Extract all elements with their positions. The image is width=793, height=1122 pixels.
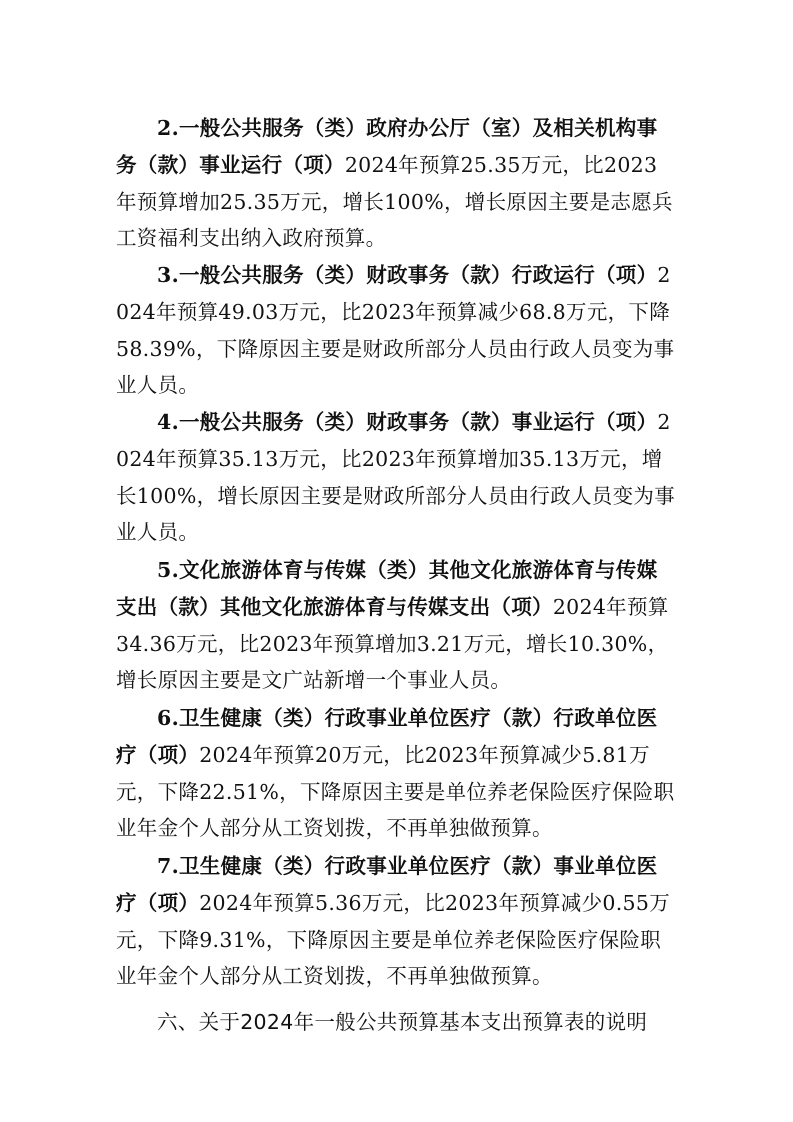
- paragraph-body: 2024年预算49.03万元，比2023年预算减少68.8万元，下降58.39%，下降原因主要是财政所部分人员由行政人员变为事业人员。: [116, 263, 675, 398]
- paragraph-item-7: [116, 848, 676, 995]
- paragraph-item-4: [116, 404, 676, 551]
- paragraph-item-2: [116, 110, 676, 257]
- paragraph-lead: 4.一般公共服务（类）财政事务（款）事业运行（项）: [157, 410, 658, 434]
- paragraph-body: 2024年预算34.36万元，比2023年预算增加3.21万元，增长10.30%，增长原因主要是文广站新增一个事业人员。: [116, 594, 669, 693]
- paragraph-lead: 2.一般公共服务（类）政府办公厅（室）及相关机构事务（款）事业运行（项）: [116, 116, 658, 177]
- paragraph-item-5: [116, 552, 676, 699]
- paragraph-item-3: [116, 257, 676, 404]
- paragraph-body: 2024年预算25.35万元，比2023年预算增加25.35万元，增长100%，增长原因主要是志愿兵工资福利支出纳入政府预算。: [116, 152, 673, 251]
- paragraph-lead: 6.卫生健康（类）行政事业单位医疗（款）行政单位医疗（项）: [116, 706, 658, 767]
- paragraph-lead: 3.一般公共服务（类）财政事务（款）行政运行（项）: [157, 263, 658, 287]
- paragraph-body: 2024年预算20万元，比2023年预算减少5.81万元，下降22.51%，下降原因主要是单位养老保险医疗保险职业年金个人部分从工资划拨，不再单独做预算。: [116, 742, 675, 841]
- paragraph-lead: 5.文化旅游体育与传媒（类）其他文化旅游体育与传媒支出（款）其他文化旅游体育与传媒支出（项）: [116, 558, 658, 619]
- paragraph-lead: 7.卫生健康（类）行政事业单位医疗（款）事业单位医疗（项）: [116, 854, 658, 915]
- paragraph-body: 2024年预算5.36万元，比2023年预算减少0.55万元，下降9.31%，下降原因主要是单位养老保险医疗保险职业年金个人部分从工资划拨，不再单独做预算。: [116, 890, 671, 989]
- paragraph-item-6: [116, 700, 676, 847]
- section-heading: 六、关于2024年一般公共预算基本支出预算表的说明: [157, 1010, 648, 1034]
- paragraph-body: 2024年预算35.13万元，比2023年预算增加35.13万元，增长100%，增长原因主要是财政所部分人员由行政人员变为事业人员。: [116, 410, 676, 545]
